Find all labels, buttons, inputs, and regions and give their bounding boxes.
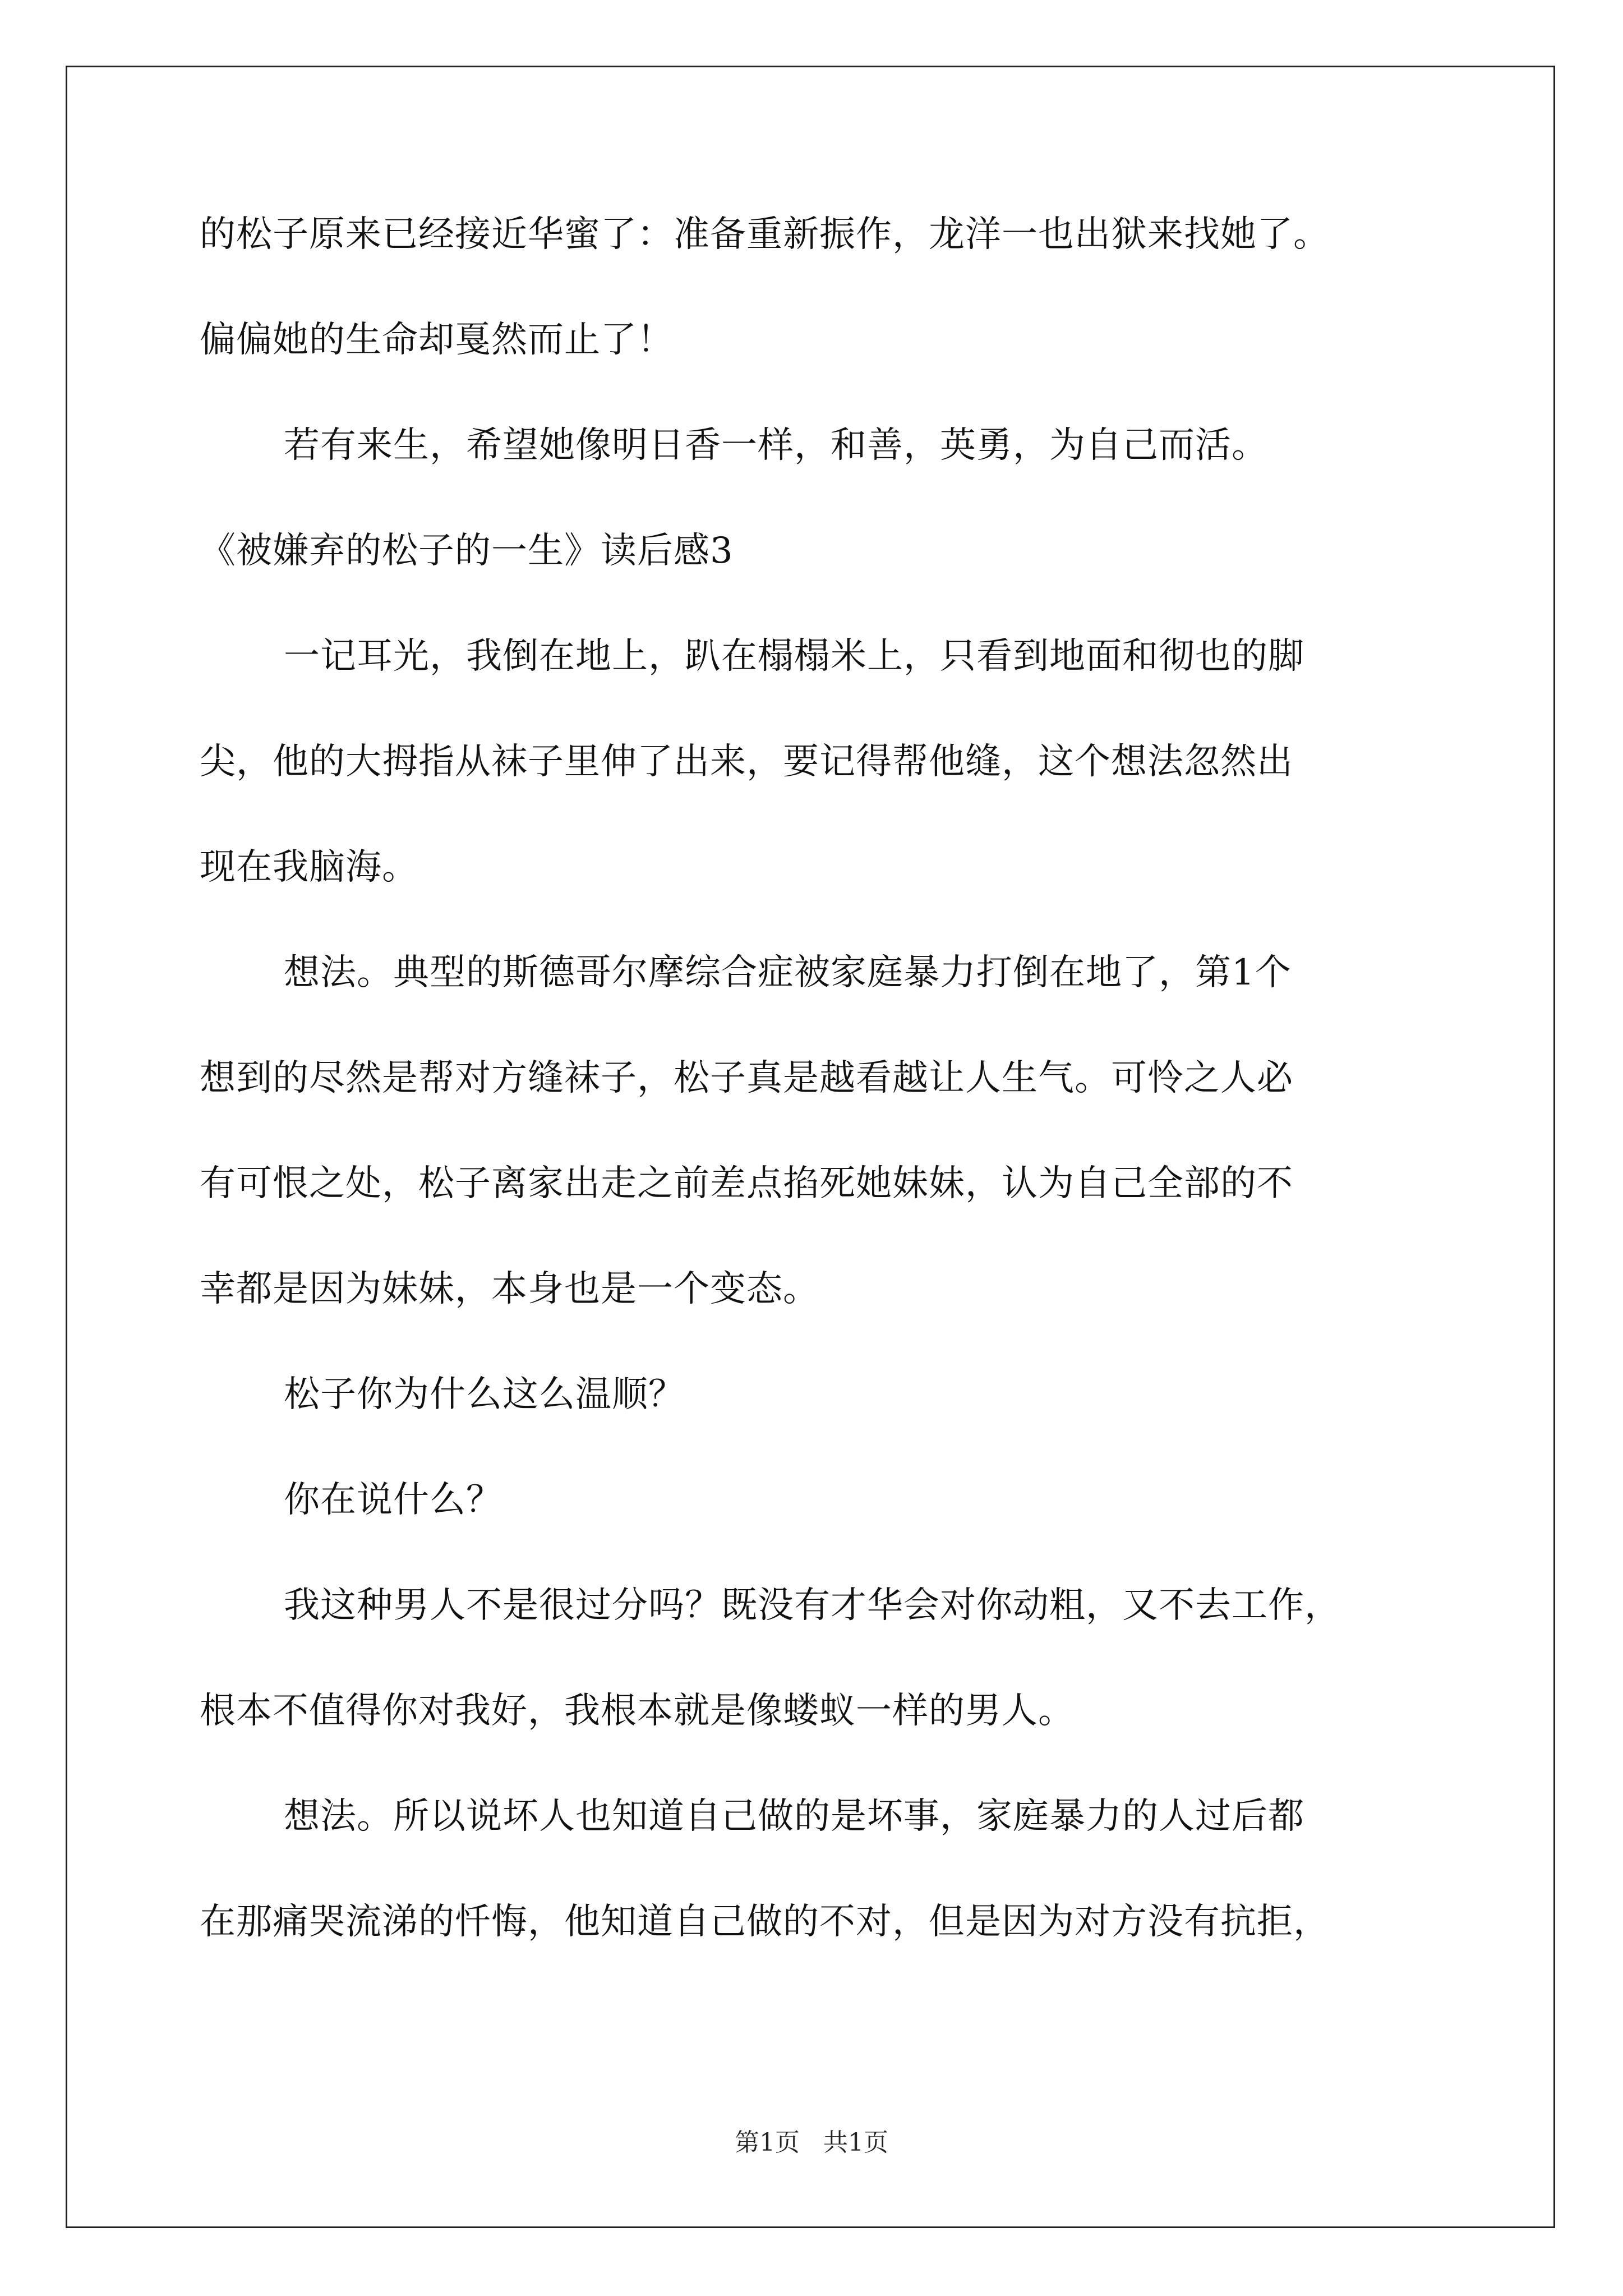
text-line-15: 根本不值得你对我好，我根本就是像蝼蚁一样的男人。 <box>200 1690 1075 1732</box>
text-line-5: 一记耳光，我倒在地上，趴在榻榻米上，只看到地面和彻也的脚 <box>284 636 1304 677</box>
text-line-7: 现在我脑海。 <box>200 846 418 888</box>
text-line-3: 若有来生，希望她像明日香一样，和善，英勇，为自己而活。 <box>284 425 1268 466</box>
text-line-11: 幸都是因为妹妹，本身也是一个变态。 <box>200 1268 819 1310</box>
text-line-12: 松子你为什么这么温顺？ <box>284 1374 685 1415</box>
text-line-6: 尖，他的大拇指从袜子里伸了出来，要记得帮他缝，这个想法忽然出 <box>200 741 1293 783</box>
section-heading: 《被嫌弃的松子的一生》读后感3 <box>200 530 734 572</box>
text-line-1: 的松子原来已经接近华蜜了：准备重新振作，龙洋一也出狱来找她了。 <box>200 214 1330 255</box>
text-line-13: 你在说什么？ <box>284 1479 502 1521</box>
text-line-17: 在那痛哭流涕的忏悔，他知道自己做的不对，但是因为对方没有抗拒， <box>200 1901 1330 1943</box>
text-line-16: 想法。所以说坏人也知道自己做的是坏事，家庭暴力的人过后都 <box>284 1796 1304 1837</box>
page-footer: 第1页 共1页 <box>735 2128 888 2157</box>
text-line-10: 有可恨之处，松子离家出走之前差点掐死她妹妹，认为自己全部的不 <box>200 1163 1293 1204</box>
text-line-8: 想法。典型的斯德哥尔摩综合症被家庭暴力打倒在地了，第1个 <box>284 952 1292 993</box>
text-line-14: 我这种男人不是很过分吗？既没有才华会对你动粗，又不去工作， <box>284 1585 1341 1626</box>
text-line-9: 想到的尽然是帮对方缝袜子，松子真是越看越让人生气。可怜之人必 <box>200 1057 1293 1099</box>
document-body <box>200 208 1433 1949</box>
text-line-2: 偏偏她的生命却戛然而止了！ <box>200 319 674 361</box>
